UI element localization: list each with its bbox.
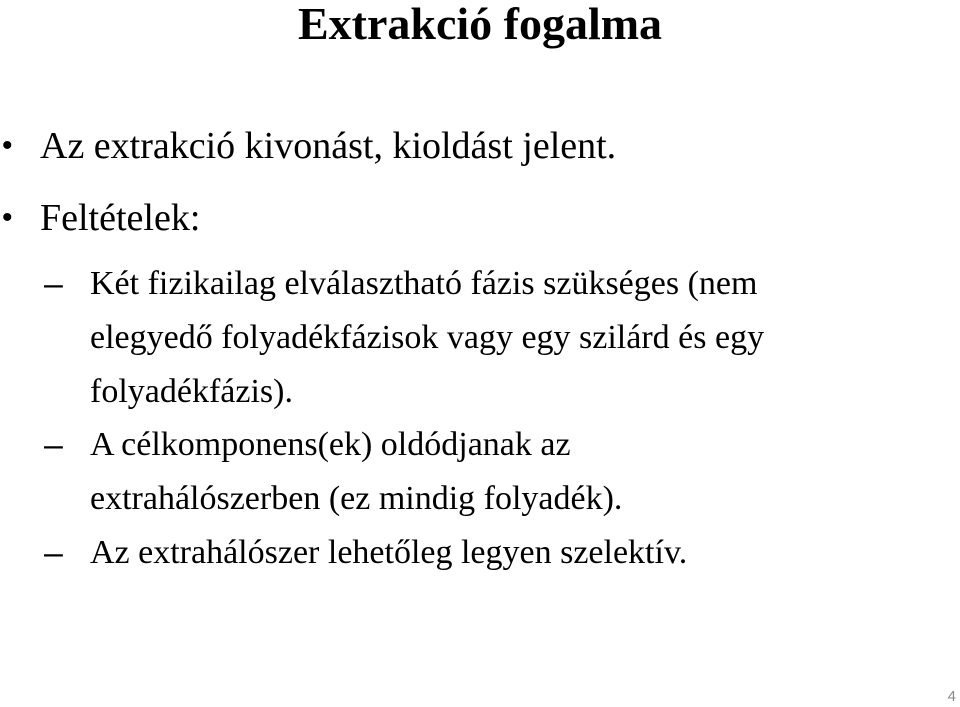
text-line: folyadékfázis). xyxy=(90,373,293,410)
slide-title: Extrakció fogalma xyxy=(297,0,663,49)
bullet-marker: • xyxy=(2,129,13,162)
page-number: 4 xyxy=(947,688,956,705)
bullet-marker: • xyxy=(2,201,13,234)
text-line: extrahálószerben (ez mindig folyadék). xyxy=(90,480,623,517)
dash-marker: – xyxy=(44,534,63,572)
text-line: Az extrahálószer lehetőleg legyen szelektív. xyxy=(90,534,688,571)
sub-bullet-text xyxy=(90,418,950,526)
sub-bullet-text xyxy=(90,257,950,419)
bullet-text: Az extrakció kivonást, kioldást jelent. xyxy=(40,125,617,167)
text-line: elegyedő folyadékfázisok vagy egy szilárd és egy xyxy=(90,319,765,356)
bullet-text: Feltételek: xyxy=(40,197,201,239)
dash-marker: – xyxy=(44,426,63,464)
sub-bullet-text xyxy=(90,526,950,580)
text-line: Két fizikailag elválasztható fázis szükséges (nem xyxy=(90,265,758,302)
text-line: A célkomponens(ek) oldódjanak az xyxy=(90,426,571,463)
dash-marker: – xyxy=(44,265,63,303)
